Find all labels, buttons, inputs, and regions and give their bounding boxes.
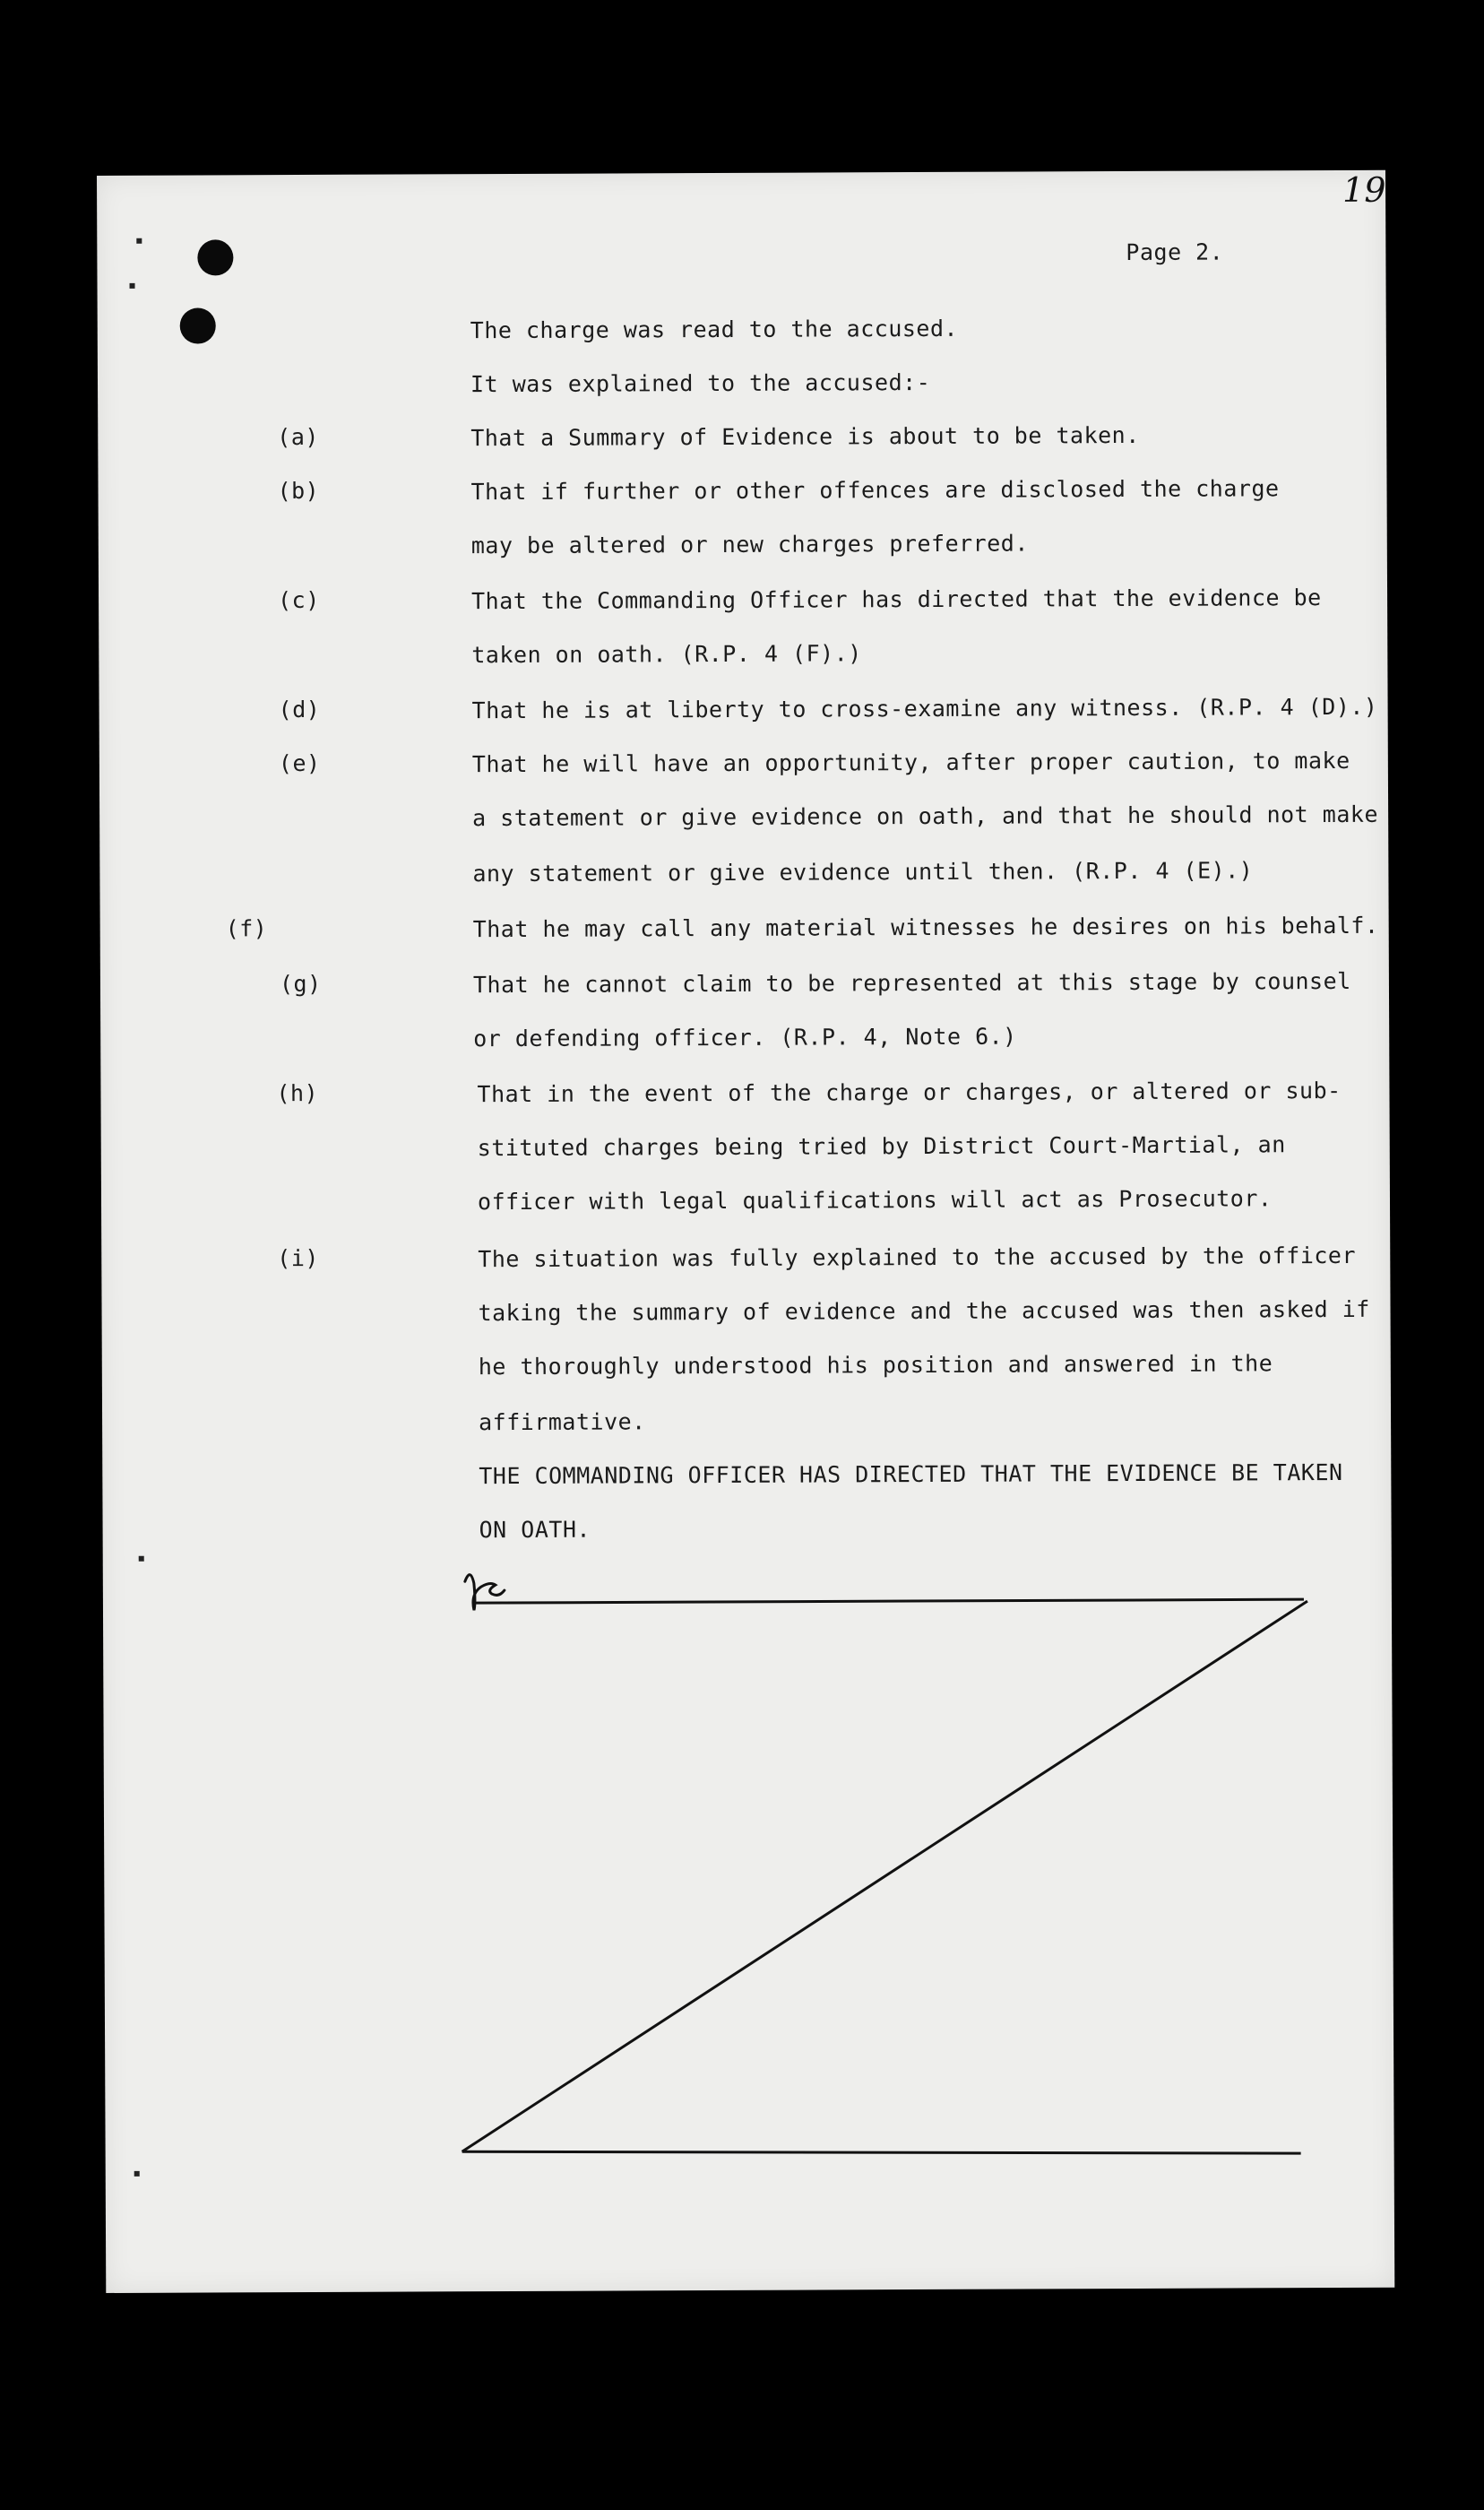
item-line: he thoroughly understood his position and answered in the bbox=[478, 1350, 1273, 1380]
item-line: a statement or give evidence on oath, and that he should not make bbox=[472, 801, 1379, 832]
closing-line: THE COMMANDING OFFICER HAS DIRECTED THAT THE EVIDENCE BE TAKEN bbox=[479, 1458, 1343, 1490]
item-line: taking the summary of evidence and the accused was then asked if bbox=[478, 1295, 1370, 1327]
item-letter: (h) bbox=[276, 1079, 319, 1107]
item-line: That the Commanding Officer has directed that the evidence be bbox=[471, 584, 1322, 615]
item-line: That he cannot claim to be represented at this stage by counsel bbox=[472, 967, 1351, 999]
item-letter: (c) bbox=[278, 586, 320, 614]
item-letter: (e) bbox=[278, 749, 321, 777]
item-line: That he may call any material witnesses he desires on his behalf. bbox=[472, 912, 1379, 943]
item-line: officer with legal qualifications will act as Prosecutor. bbox=[477, 1185, 1273, 1216]
document-page bbox=[97, 170, 1394, 2293]
intro-line: The charge was read to the accused. bbox=[470, 315, 959, 344]
item-letter: (i) bbox=[277, 1244, 319, 1272]
item-line: affirmative. bbox=[479, 1408, 646, 1436]
intro-line: It was explained to the accused:- bbox=[470, 368, 931, 398]
item-line: That a Summary of Evidence is about to be taken. bbox=[470, 421, 1140, 452]
item-line: The situation was fully explained to the accused by the officer bbox=[478, 1242, 1357, 1273]
item-letter: (f) bbox=[225, 915, 268, 942]
item-line: any statement or give evidence until then. (R.P. 4 (E).) bbox=[472, 857, 1254, 887]
item-letter: (a) bbox=[277, 423, 319, 451]
item-letter: (b) bbox=[277, 477, 320, 505]
item-line: That if further or other offences are disclosed the charge bbox=[470, 475, 1280, 506]
item-line: That he is at liberty to cross-examine any witness. (R.P. 4 (D).) bbox=[471, 693, 1378, 724]
folio-number: 19 bbox=[1342, 169, 1386, 210]
item-line: That in the event of the charge or charges, or altered or sub- bbox=[477, 1077, 1342, 1108]
item-line: stituted charges being tried by District Court-Martial, an bbox=[477, 1131, 1286, 1162]
closing-line: ON OATH. bbox=[479, 1516, 591, 1544]
item-line: That he will have an opportunity, after proper caution, to make bbox=[471, 747, 1350, 778]
item-letter: (g) bbox=[279, 970, 322, 998]
item-line: taken on oath. (R.P. 4 (F).) bbox=[471, 640, 862, 669]
item-line: or defending officer. (R.P. 4, Note 6.) bbox=[473, 1023, 1017, 1052]
item-line: may be altered or new charges preferred. bbox=[470, 530, 1029, 559]
page-label: Page 2. bbox=[1126, 238, 1224, 265]
item-letter: (d) bbox=[278, 696, 321, 723]
handwritten-initials bbox=[97, 170, 1394, 2293]
